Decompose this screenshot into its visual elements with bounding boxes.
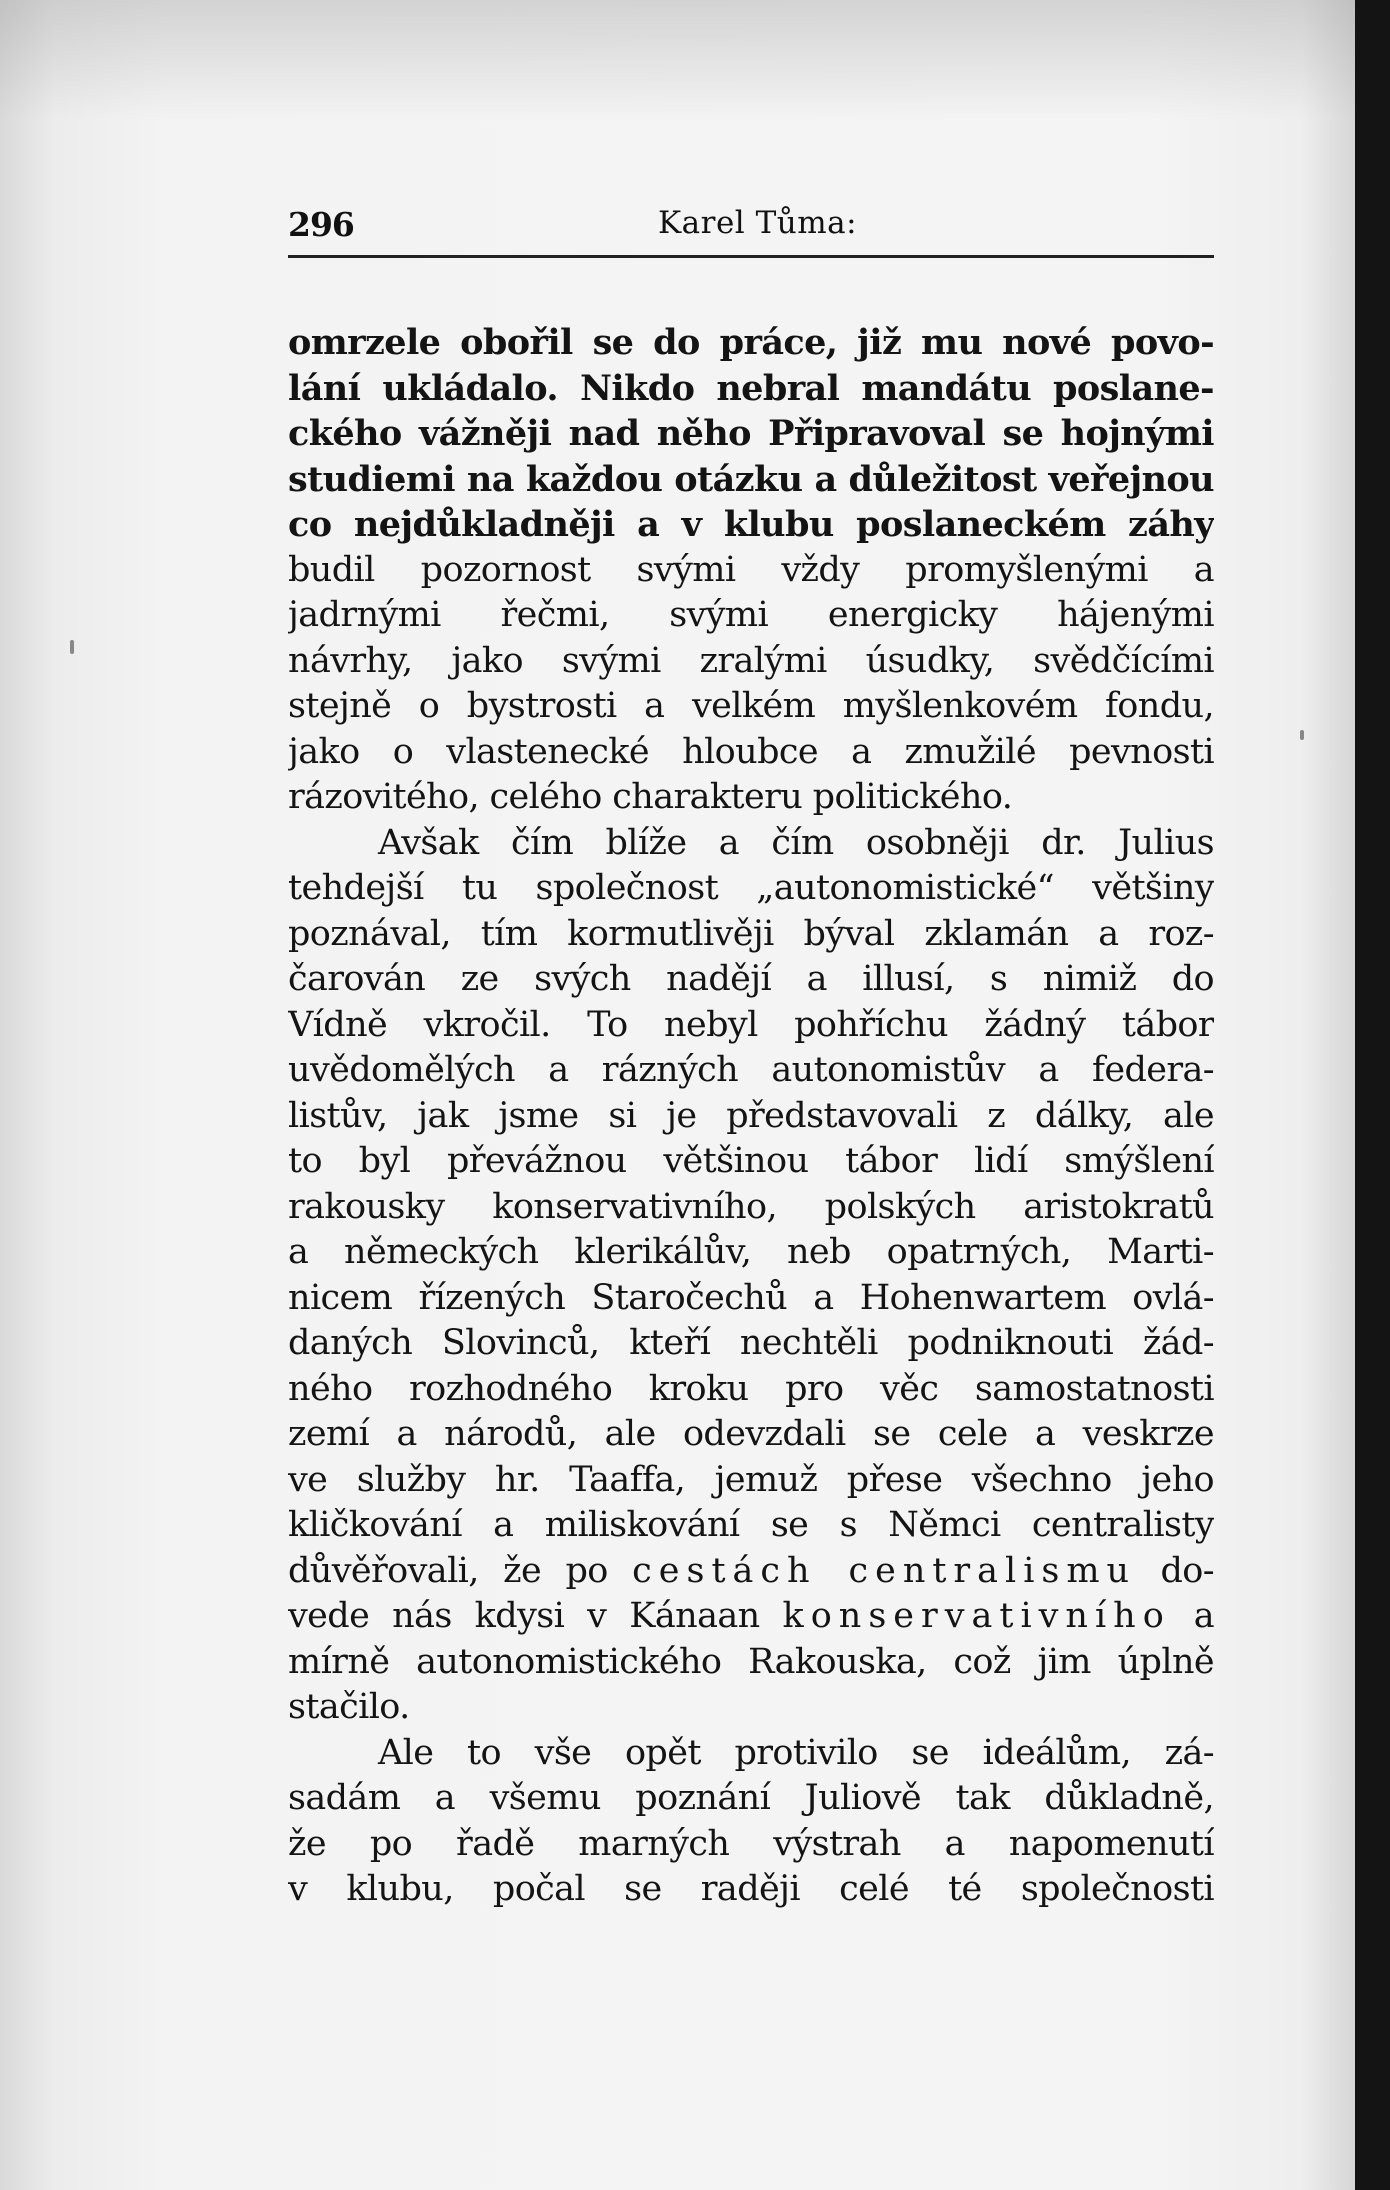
text-line: to byl převážnou většinou tábor lidí smýšlení xyxy=(288,1141,1214,1181)
dark-page-edge xyxy=(1355,0,1390,2190)
text-line: návrhy, jako svými zralými úsudky, svědčícími xyxy=(288,640,1214,681)
text-line: tehdejší tu společnost „autonomistické“ většiny xyxy=(288,868,1214,908)
text-line: stačilo. xyxy=(288,1687,410,1727)
page-header xyxy=(288,205,1214,258)
text-line: že po řadě marných výstrah a napomenutí xyxy=(288,1823,1214,1864)
body-text xyxy=(288,320,1214,1913)
text-line: kličkování a miliskování se s Němci centralisty xyxy=(288,1505,1214,1545)
text-segment: do- xyxy=(1160,1550,1214,1591)
paper-speck xyxy=(70,640,74,654)
text-line: studiemi na každou otázku a důležitost veřejnou xyxy=(288,458,1214,500)
text-line: lání ukládalo. Nikdo nebral mandátu poslane- xyxy=(288,367,1214,409)
text-line: ného rozhodného kroku pro věc samostatnosti xyxy=(288,1368,1214,1409)
text-line: budil pozornost svými vždy promyšlenými a xyxy=(288,549,1214,590)
text-line: zemí a národů, ale odevzdali se cele a veskrze xyxy=(288,1414,1214,1454)
text-line: a německých klerikálův, neb opatrných, Marti- xyxy=(288,1232,1214,1272)
text-segment: vede nás kdysi v Kánaan xyxy=(288,1596,760,1636)
text-segment: a xyxy=(1193,1596,1214,1636)
text-line: jadrnými řečmi, svými energicky hájenými xyxy=(288,595,1214,635)
running-title: Karel Tůma: xyxy=(658,205,858,241)
text-line: nicem řízených Staročechů a Hohenwartem ovlá- xyxy=(288,1277,1214,1318)
paragraph-start-line: Avšak čím blíže a čím osobněji dr. Julius xyxy=(378,822,1214,863)
text-line: v klubu, počal se raději celé té společnosti xyxy=(288,1869,1214,1909)
text-line-with-spaced-emphasis xyxy=(288,1549,1214,1595)
text-line: čarován ze svých nadějí a illusí, s nimiž do xyxy=(288,959,1214,999)
text-line: poznával, tím kormutlivěji býval zklamán a roz- xyxy=(288,913,1214,954)
spaced-emphasis: konservativního xyxy=(782,1596,1171,1636)
text-line: listův, jak jsme si je představovali z dálky, ale xyxy=(288,1095,1214,1136)
paper-speck xyxy=(1300,730,1304,740)
text-line: stejně o bystrosti a velkém myšlenkovém fondu, xyxy=(288,686,1214,726)
text-line: co nejdůkladněji a v klubu poslaneckém záhy xyxy=(288,504,1214,545)
text-line: daných Slovinců, kteří nechtěli podniknouti žád- xyxy=(288,1323,1214,1363)
text-line: ckého vážněji nad něho Připravoval se hojnými xyxy=(288,413,1214,454)
text-line: jako o vlastenecké hloubce a zmužilé pevnosti xyxy=(288,731,1214,772)
text-line: sadám a všemu poznání Juliově tak důkladně, xyxy=(288,1778,1214,1818)
paragraph-start-line: Ale to vše opět protivilo se ideálům, zá- xyxy=(378,1732,1214,1773)
text-line-with-spaced-emphasis xyxy=(288,1594,1214,1640)
spaced-emphasis: cestách centralismu xyxy=(632,1550,1137,1591)
text-line: Vídně vkročil. To nebyl pohříchu žádný tábor xyxy=(288,1004,1214,1045)
text-line: rázovitého, celého charakteru politického. xyxy=(288,777,1013,817)
page-number: 296 xyxy=(288,205,354,244)
text-segment: důvěřovali, že po xyxy=(288,1550,608,1591)
text-line: omrzele obořil se do práce, již mu nové povo- xyxy=(288,322,1214,363)
text-line: mírně autonomistického Rakouska, což jim úplně xyxy=(288,1641,1214,1682)
text-line: ve služby hr. Taaffa, jemuž přese všechno jeho xyxy=(288,1459,1214,1500)
text-line: uvědomělých a rázných autonomistův a federa- xyxy=(288,1050,1214,1090)
text-line: rakousky konservativního, polských aristokratů xyxy=(288,1186,1214,1227)
